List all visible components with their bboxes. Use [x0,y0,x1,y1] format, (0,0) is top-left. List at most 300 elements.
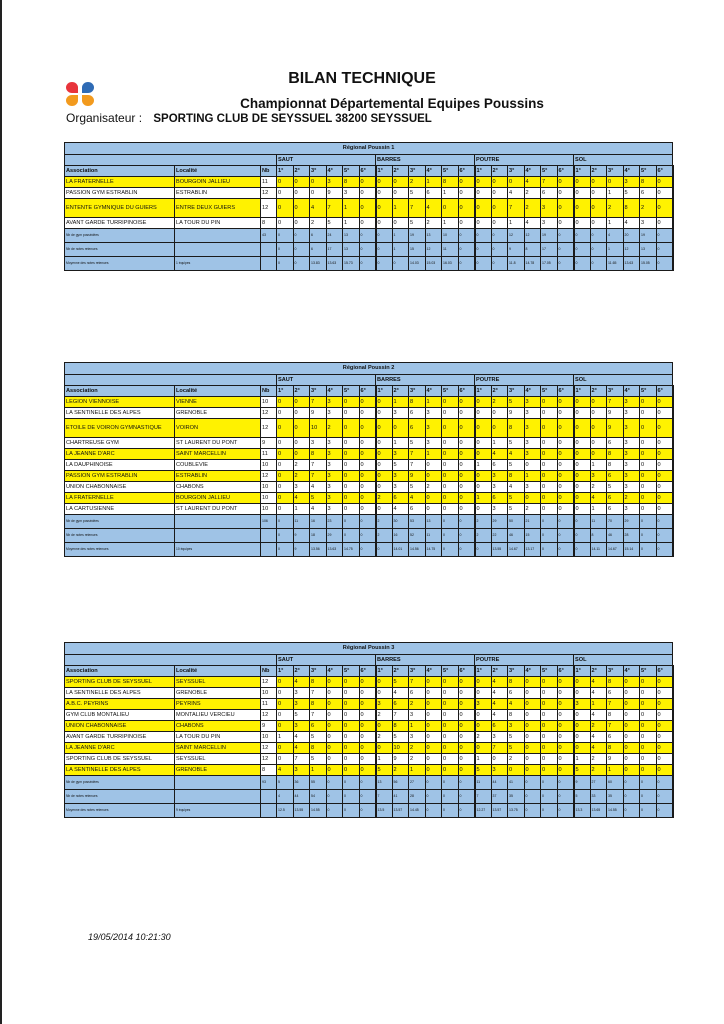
team-row [65,743,673,754]
rank-value: 8 [310,699,327,710]
rank-value: 0 [640,765,657,776]
rank-header: 2° [293,166,310,177]
team-count: 10 [261,504,277,515]
rank-value: 0 [574,493,591,504]
rank-value: 0 [376,504,393,515]
rank-value: 0 [541,482,558,493]
rank-header: 4° [326,666,343,677]
report-title: BILAN TECHNIQUE [288,70,436,87]
stats-value: 0 [590,229,607,243]
stats-value: 0 [640,776,657,790]
team-association: LA SENTINELLE DES ALPES [65,408,175,419]
stats-value: 21 [524,515,541,529]
rank-value: 0 [640,699,657,710]
rank-value: 0 [458,688,475,699]
rank-value: 0 [656,438,673,449]
stats-value: 1 [607,243,624,257]
stats-value: 14.11 [590,543,607,557]
association-header: Association [65,666,175,677]
stats-value: 0 [359,776,376,790]
rank-value: 0 [376,460,393,471]
rank-value: 0 [557,677,574,688]
rank-value: 0 [656,397,673,408]
rank-value: 0 [392,177,409,188]
stats-value: 7 [376,790,393,804]
rank-value: 0 [656,721,673,732]
stats-value: 0 [359,243,376,257]
rank-value: 0 [574,743,591,754]
rank-value: 0 [557,721,574,732]
rank-value: 0 [557,765,574,776]
rank-value: 5 [508,493,525,504]
rank-value: 0 [623,721,640,732]
rank-value: 1 [607,188,624,199]
stats-value: 0 [359,529,376,543]
rank-value: 3 [623,419,640,438]
stats-value: 14.67 [508,543,525,557]
stats-value: 0 [557,543,574,557]
team-association: LA CARTUSIENNE [65,504,175,515]
stats-locality: 10 équipes [175,543,261,557]
rank-value: 5 [508,397,525,408]
rank-value: 0 [623,754,640,765]
rank-value: 5 [508,460,525,471]
rank-header: 6° [656,666,673,677]
stats-value: 60 [607,776,624,790]
rank-value: 0 [376,188,393,199]
rank-value: 0 [442,699,459,710]
rank-value: 1 [425,449,442,460]
team-row [65,765,673,776]
rank-value: 0 [326,721,343,732]
rank-value: 0 [491,188,508,199]
rank-value: 3 [392,408,409,419]
stats-value: 13.63 [326,257,343,271]
rank-value: 0 [359,408,376,419]
rank-value: 3 [326,493,343,504]
rank-value: 3 [475,699,492,710]
rank-value: 1 [590,460,607,471]
team-locality: ST LAURENT DU PONT [175,438,261,449]
rank-value: 0 [359,743,376,754]
rank-header: 3° [310,166,327,177]
stats-value: 0 [359,543,376,557]
rank-value: 0 [623,743,640,754]
rank-value: 0 [442,765,459,776]
rank-value: 9 [508,408,525,419]
team-row [65,504,673,515]
rank-header: 2° [590,166,607,177]
rank-value: 2 [376,732,393,743]
team-count: 10 [261,397,277,408]
team-locality: ESTRABLIN [175,188,261,199]
stats-count [261,790,277,804]
rank-value: 8 [310,449,327,460]
stats-count [261,257,277,271]
rank-value: 0 [458,397,475,408]
team-row [65,177,673,188]
rank-value: 0 [623,677,640,688]
organizer-value: SPORTING CLUB DE SEYSSUEL 38200 SEYSSUEL [153,113,432,125]
rank-value: 9 [326,188,343,199]
rank-value: 0 [376,177,393,188]
rank-value: 6 [508,688,525,699]
rank-value: 5 [409,218,426,229]
stats-value: 0 [574,515,591,529]
rank-value: 7 [310,471,327,482]
rank-value: 4 [293,732,310,743]
stats-value: 24 [326,229,343,243]
rank-value: 0 [574,732,591,743]
rank-value: 0 [442,732,459,743]
rank-value: 0 [524,710,541,721]
rank-value: 0 [359,754,376,765]
team-count: 12 [261,471,277,482]
rank-value: 6 [541,188,558,199]
rank-value: 1 [442,218,459,229]
rank-value: 9 [607,408,624,419]
stats-value: 0 [656,515,673,529]
rank-value: 0 [541,743,558,754]
stats-value: 9 [293,529,310,543]
stats-value: 14.55 [607,804,624,818]
rank-value: 0 [557,471,574,482]
stats-label: Moyenne des notes retenues [65,804,175,818]
stats-value: 7 [475,790,492,804]
rank-value: 0 [343,677,360,688]
rank-value: 0 [458,177,475,188]
rank-value: 1 [425,397,442,408]
stats-value: 0 [359,229,376,243]
rank-value: 0 [640,743,657,754]
stats-locality [175,529,261,543]
stats-locality [175,229,261,243]
rank-value: 3 [623,482,640,493]
rank-value: 5 [508,743,525,754]
team-row [65,699,673,710]
rank-value: 0 [640,721,657,732]
rank-value: 0 [524,732,541,743]
rank-header: 4° [326,166,343,177]
rank-header: 6° [458,386,475,397]
stats-locality [175,790,261,804]
stats-value: 0 [458,543,475,557]
rank-header: 2° [491,166,508,177]
stats-value: 0 [557,515,574,529]
rank-header: 2° [293,386,310,397]
rank-value: 3 [326,471,343,482]
rank-value: 5 [392,677,409,688]
rank-value: 0 [656,743,673,754]
team-locality: LA TOUR DU PIN [175,218,261,229]
stats-value: 0 [541,529,558,543]
rank-header: 1° [277,386,294,397]
rank-value: 8 [623,199,640,218]
rank-value: 3 [590,471,607,482]
stats-value: 27 [590,776,607,790]
rank-value: 0 [442,482,459,493]
team-association: PASSION GYM ESTRABLIN [65,188,175,199]
stats-value: 17 [541,243,558,257]
rank-header: 4° [623,386,640,397]
rank-value: 0 [277,177,294,188]
rank-value: 2 [590,754,607,765]
rank-value: 1 [508,218,525,229]
stats-count: 93 [261,776,277,790]
stats-row [65,790,673,804]
stats-value: 0 [574,543,591,557]
rank-header: 4° [524,166,541,177]
stats-row [65,776,673,790]
rank-value: 8 [640,177,657,188]
stats-value: 0 [557,529,574,543]
rank-value: 0 [376,397,393,408]
rank-value: 6 [310,721,327,732]
rank-value: 0 [442,688,459,699]
team-association: LA SENTINELLE DES ALPES [65,688,175,699]
apparatus-header: SOL [574,155,673,166]
rank-value: 4 [392,688,409,699]
rank-value: 0 [293,188,310,199]
rank-value: 5 [376,765,393,776]
stats-value: 13 [640,243,657,257]
team-association: AVANT GARDE TURRIPINOISE [65,732,175,743]
rank-value: 3 [640,218,657,229]
rank-value: 9 [409,471,426,482]
rank-header: 6° [557,666,574,677]
apparatus-header: SAUT [277,375,376,386]
rank-value: 0 [574,449,591,460]
rank-value: 0 [359,449,376,460]
rank-value: 6 [607,688,624,699]
rank-value: 0 [425,765,442,776]
stats-value: 0 [425,804,442,818]
stats-value: 2 [475,515,492,529]
rank-header: 3° [310,386,327,397]
stats-value: 0 [557,804,574,818]
rank-value: 3 [524,408,541,419]
rank-value: 6 [607,493,624,504]
team-count: 12 [261,199,277,218]
rank-value: 4 [491,710,508,721]
rank-value: 0 [293,438,310,449]
team-association: ENTENTE GYMNIQUE DU GUIERS [65,199,175,218]
rank-value: 0 [293,218,310,229]
rank-value: 6 [392,699,409,710]
team-locality: BOURGOIN JALLIEU [175,493,261,504]
rank-value: 2 [491,397,508,408]
stats-value: 5 [277,776,294,790]
rank-header: 2° [293,666,310,677]
stats-value: 0 [557,776,574,790]
rank-value: 0 [343,504,360,515]
rank-value: 3 [425,438,442,449]
rank-value: 3 [343,188,360,199]
stats-value: 0 [326,804,343,818]
stats-row [65,529,673,543]
stats-value: 0 [458,229,475,243]
team-association: AVANT GARDE TURRIPINOISE [65,218,175,229]
team-count: 10 [261,460,277,471]
rank-value: 0 [376,688,393,699]
team-locality: SAINT MARCELLIN [175,449,261,460]
stats-value: 11.65 [607,257,624,271]
rank-header: 5° [541,386,558,397]
stats-value: 12.27 [475,804,492,818]
stats-value: 0 [590,257,607,271]
stats-value: 0 [541,804,558,818]
rank-value: 0 [640,732,657,743]
apparatus-header: POUTRE [475,655,574,666]
rank-value: 0 [376,218,393,229]
rank-value: 0 [574,408,591,419]
rank-value: 0 [557,699,574,710]
stats-value: 13.55 [491,543,508,557]
rank-value: 6 [607,471,624,482]
rank-value: 2 [392,765,409,776]
rank-value: 7 [607,721,624,732]
stats-value: 12 [524,229,541,243]
rank-header: 6° [458,666,475,677]
rank-value: 0 [590,218,607,229]
rank-value: 0 [442,460,459,471]
stats-value: 0 [475,243,492,257]
team-locality: SEYSSUEL [175,677,261,688]
rank-value: 0 [392,188,409,199]
stats-count [261,804,277,818]
rank-value: 0 [458,471,475,482]
rank-value: 4 [590,688,607,699]
rank-value: 0 [557,460,574,471]
team-association: GYM CLUB MONTALIEU [65,710,175,721]
table-caption: Régional Poussin 1 [65,143,673,155]
rank-value: 0 [574,419,591,438]
rank-value: 0 [574,688,591,699]
rank-value: 3 [392,482,409,493]
rank-value: 4 [524,218,541,229]
rank-value: 1 [524,471,541,482]
stats-value: 0 [656,257,673,271]
rank-value: 5 [508,438,525,449]
rank-value: 0 [359,721,376,732]
team-count: 10 [261,493,277,504]
rank-value: 2 [640,199,657,218]
stats-value: 0 [640,529,657,543]
rank-value: 0 [376,408,393,419]
rank-value: 0 [541,732,558,743]
rank-value: 0 [277,677,294,688]
rank-header: 5° [442,386,459,397]
rank-value: 7 [607,397,624,408]
rank-value: 2 [590,765,607,776]
stats-value: 11 [590,515,607,529]
stats-value: 46 [508,529,525,543]
rank-value: 0 [656,504,673,515]
rank-value: 4 [623,218,640,229]
rank-value: 0 [425,504,442,515]
team-count: 11 [261,699,277,710]
organizer-line [66,111,432,125]
rank-value: 0 [557,504,574,515]
rank-value: 0 [640,438,657,449]
stats-value: 0 [359,804,376,818]
rank-value: 4 [590,732,607,743]
rank-value: 0 [541,765,558,776]
rank-value: 3 [491,482,508,493]
stats-value: 53 [409,515,426,529]
rank-value: 0 [475,397,492,408]
rank-value: 0 [359,765,376,776]
stats-value: 9 [574,776,591,790]
rank-value: 8 [508,419,525,438]
team-locality: ENTRE DEUX GUIERS [175,199,261,218]
rank-value: 1 [590,504,607,515]
rank-value: 5 [293,710,310,721]
rank-value: 8 [607,710,624,721]
report-subtitle: Championnat Départemental Equipes Poussins [240,96,544,111]
stats-value: 0 [524,790,541,804]
rank-value: 0 [458,460,475,471]
rank-value: 2 [409,743,426,754]
rank-value: 0 [557,188,574,199]
stats-value: 0 [376,257,393,271]
rank-value: 0 [541,721,558,732]
rank-value: 0 [458,754,475,765]
rank-value: 3 [623,449,640,460]
rank-header: 6° [557,386,574,397]
header-spacer [65,375,277,386]
rank-value: 0 [277,504,294,515]
stats-value: 0 [277,515,294,529]
rank-value: 8 [392,721,409,732]
stats-value: 0 [277,243,294,257]
rank-header: 3° [409,166,426,177]
stats-value: 36 [293,776,310,790]
rank-value: 1 [475,460,492,471]
rank-value: 4 [491,699,508,710]
team-row [65,438,673,449]
rank-value: 0 [574,460,591,471]
rank-header: 6° [656,166,673,177]
rank-value: 0 [640,710,657,721]
rank-header: 5° [343,166,360,177]
rank-value: 3 [326,438,343,449]
team-count: 10 [261,732,277,743]
stats-value: 15.05 [640,257,657,271]
team-count: 12 [261,754,277,765]
rank-value: 0 [508,765,525,776]
team-row [65,449,673,460]
rank-header: 1° [475,166,492,177]
rank-value: 0 [524,688,541,699]
stats-count [261,243,277,257]
rank-value: 7 [409,199,426,218]
rank-value: 0 [359,438,376,449]
stats-value: 0 [425,776,442,790]
rank-value: 5 [475,765,492,776]
rank-value: 0 [343,397,360,408]
team-locality: SEYSSUEL [175,754,261,765]
rank-value: 3 [425,408,442,419]
rank-value: 0 [425,743,442,754]
rank-value: 0 [640,449,657,460]
stats-row [65,804,673,818]
rank-value: 5 [409,482,426,493]
stats-value: 14.03 [409,257,426,271]
stats-value: 10 [442,229,459,243]
rank-header: 6° [656,386,673,397]
stats-value: 15 [409,243,426,257]
